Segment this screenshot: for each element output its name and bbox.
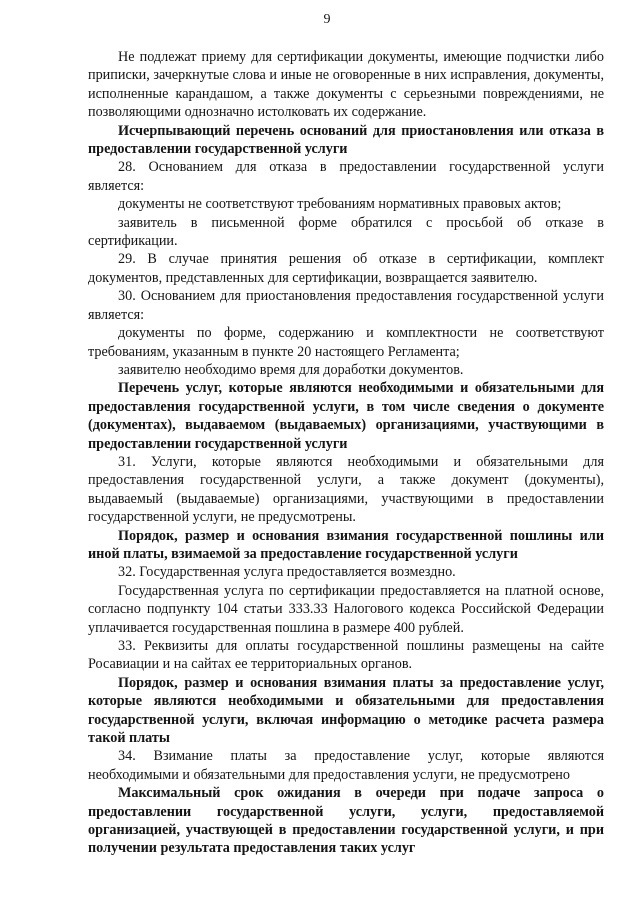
section-heading [88, 527, 604, 564]
document-body [88, 48, 604, 858]
heading-line: предоставления государственной услуги, в том числе сведения о документе [88, 398, 604, 415]
text-line: документы не соответствуют требованиям нормативных правовых актов; [118, 196, 562, 213]
paragraph [88, 214, 604, 251]
section-heading [88, 784, 604, 858]
paragraph [88, 48, 604, 122]
text-line: Государственная услуга по сертификации предоставляется на платной основе, [118, 582, 604, 599]
paragraph [88, 453, 604, 527]
heading-line: Порядок, размер и основания взимания платы за предоставление услуг, [118, 674, 604, 691]
heading-line: Перечень услуг, которые являются необходимыми и обязательными для [118, 380, 604, 397]
heading-line: иной платы, взимаемой за предоставление государственной услуги [88, 545, 518, 562]
heading-line: Максимальный срок ожидания в очереди при подаче запроса о [118, 785, 604, 802]
heading-line: предоставлении государственной услуги, услуги, предоставляемой [88, 803, 604, 820]
text-line: документы по форме, содержанию и комплектности не соответствуют [118, 325, 604, 342]
heading-line: получении результата предоставления таких услуг [88, 840, 416, 857]
text-line: требованиям, указанным в пункте 20 настоящего Регламента; [88, 343, 460, 360]
text-line: 34. Взимание платы за предоставление услуг, которые являются [118, 748, 604, 765]
page-number: 9 [323, 12, 331, 27]
text-line: является: [88, 177, 145, 194]
text-line: заявитель в письменной форме обратился с просьбой об отказе в [118, 214, 604, 231]
text-line: 29. В случае принятия решения об отказе в сертификации, комплект [118, 251, 604, 268]
text-line: заявителю необходимо время для доработки документов. [118, 361, 464, 378]
text-line: приписки, зачеркнутые слова и иные не оговоренные в них исправления, документы, [88, 67, 604, 84]
heading-line: предоставлении государственной услуги [88, 141, 348, 158]
text-line: необходимыми и обязательными для предоставления услуги, не предусмотрено [88, 766, 570, 783]
text-line: исполненные карандашом, а также документы с серьезными повреждениями, не [88, 85, 604, 102]
section-heading [88, 674, 604, 748]
paragraph [88, 563, 604, 581]
text-line: сертификации. [88, 233, 178, 250]
heading-line: (документах), выдаваемом (выдаваемых) организациями, участвующими в [88, 417, 604, 434]
text-line: предоставления государственной услуги, а также документ (документы), [88, 472, 604, 489]
paragraph [88, 195, 604, 213]
heading-line: организацией, участвующей в предоставлении государственной услуги, и при [88, 822, 604, 839]
paragraph [88, 747, 604, 784]
heading-line: которые являются необходимыми и обязательными для предоставления [88, 693, 604, 710]
text-line: 32. Государственная услуга предоставляется возмездно. [118, 564, 456, 581]
heading-line: предоставлении государственной услуги [88, 435, 348, 452]
text-line: согласно подпункту 104 статьи 333.33 Налогового кодекса Российской Федерации [88, 601, 604, 618]
text-line: государственной услуги, не предусмотрены. [88, 509, 356, 526]
text-line: является: [88, 306, 145, 323]
text-line: позволяющими однозначно истолковать их содержание. [88, 104, 427, 121]
section-heading [88, 122, 604, 159]
paragraph [88, 637, 604, 674]
paragraph [88, 158, 604, 195]
paragraph [88, 582, 604, 637]
text-line: 28. Основанием для отказа в предоставлении государственной услуги [118, 159, 604, 176]
paragraph [88, 361, 604, 379]
text-line: выдаваемый (выдаваемые) организациями, участвующими в предоставлении [88, 490, 604, 507]
paragraph [88, 287, 604, 324]
text-line: 30. Основанием для приостановления предоставления государственной услуги [118, 288, 604, 305]
text-line: уплачивается государственная пошлина в размере 400 рублей. [88, 619, 464, 636]
text-line: 31. Услуги, которые являются необходимыми и обязательными для [118, 453, 604, 470]
section-heading [88, 379, 604, 453]
heading-line: такой платы [88, 730, 170, 747]
heading-line: государственной услуги, включая информацию о методике расчета размера [88, 711, 604, 728]
paragraph [88, 250, 604, 287]
text-line: Росавиации и на сайтах ее территориальных органов. [88, 656, 413, 673]
paragraph [88, 324, 604, 361]
text-line: 33. Реквизиты для оплаты государственной пошлины размещены на сайте [118, 638, 604, 654]
text-line: Не подлежат приему для сертификации документы, имеющие подчистки либо [118, 49, 604, 65]
text-line: документов, представленных для сертификации, возвращается заявителю. [88, 269, 538, 286]
heading-line: Исчерпывающий перечень оснований для приостановления или отказа в [118, 122, 604, 139]
heading-line: Порядок, размер и основания взимания государственной пошлины или [118, 527, 604, 544]
